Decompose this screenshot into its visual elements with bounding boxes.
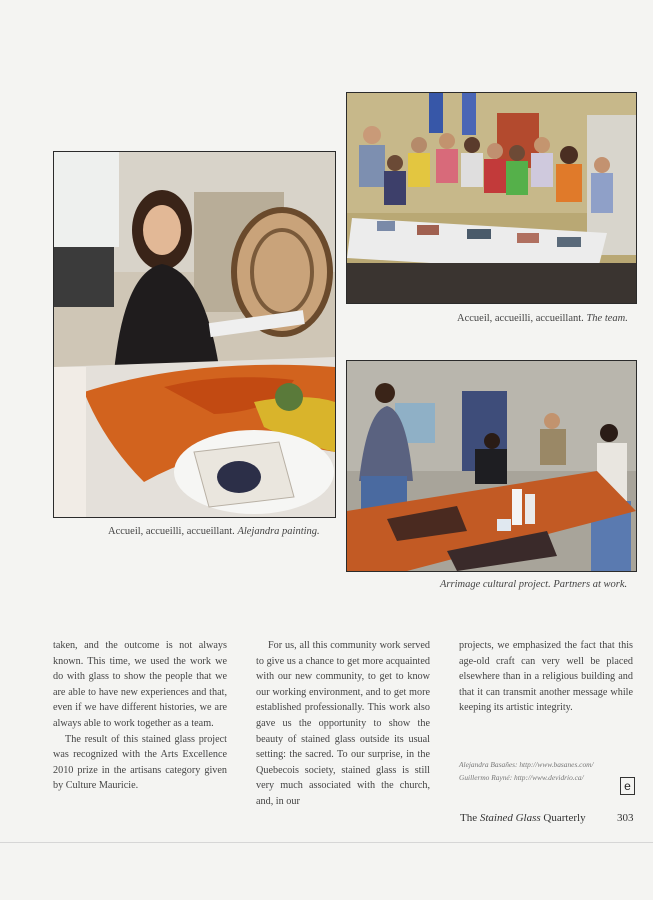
column1-paragraph-2: The result of this stained glass project was recognized with the Arts Excellence 2010 prize in the artisans category given by Culture Mauricie. bbox=[53, 733, 227, 792]
caption-team-italic: The team. bbox=[586, 313, 628, 324]
caption-partners-at-work bbox=[440, 579, 627, 590]
team-illustration bbox=[347, 93, 636, 303]
page-bottom-rule bbox=[0, 842, 653, 843]
credit-guillermo: Guillermo Rayné: http://www.devidrio.ca/ bbox=[459, 773, 584, 782]
caption-alejandra-painting bbox=[108, 526, 320, 537]
painting-illustration bbox=[54, 152, 335, 517]
caption-alejandra-prefix: Accueil, accueilli, accueillant. bbox=[108, 526, 235, 537]
caption-team-prefix: Accueil, accueilli, accueillant. bbox=[457, 313, 584, 324]
photo-the-team bbox=[346, 92, 637, 304]
partners-illustration bbox=[347, 361, 636, 571]
column1-paragraph-1: taken, and the outcome is not always known. This time, we used the work we do with glass to show the people that we are able to have new experiences and that, even if we have different histories, we are always able to work together as a team. bbox=[53, 640, 227, 729]
footer-magazine-name: Stained Glass bbox=[479, 812, 541, 824]
caption-alejandra-italic: Alejandra painting. bbox=[237, 526, 320, 537]
article-column-3 bbox=[459, 638, 633, 716]
column3-paragraph-1: projects, we emphasized the fact that this age-old craft can very well be placed elsewhere than in a religious building and that it can transmit another message while keeping its artistic integrity. bbox=[459, 640, 633, 714]
credit-alejandra: Alejandra Basañes: http://www.basanes.com/ bbox=[459, 760, 594, 769]
page-footer bbox=[460, 812, 640, 824]
article-column-1 bbox=[53, 638, 227, 794]
column2-paragraph-1: For us, all this community work served to give us a chance to get more acquainted with our new community, to get to know our working environment, and to get more established professionally. This work also gave us the opportunity to show the beauty of stained glass outside its usual setting: the sacred. To our surprise, in the Quebecois society, stained glass is still very much associated with the church, and, in our bbox=[256, 640, 430, 807]
photo-alejandra-painting bbox=[53, 151, 336, 518]
end-of-article-mark: e bbox=[620, 777, 635, 795]
caption-the-team bbox=[457, 313, 628, 324]
page-number: 303 bbox=[617, 812, 634, 824]
footer-suffix: Quarterly bbox=[543, 812, 586, 824]
caption-partners-italic: Arrimage cultural project. Partners at work. bbox=[440, 579, 628, 590]
footer-prefix: The bbox=[460, 812, 478, 824]
artist-credits bbox=[459, 758, 644, 784]
photo-partners-at-work bbox=[346, 360, 637, 572]
article-column-2 bbox=[256, 638, 430, 810]
